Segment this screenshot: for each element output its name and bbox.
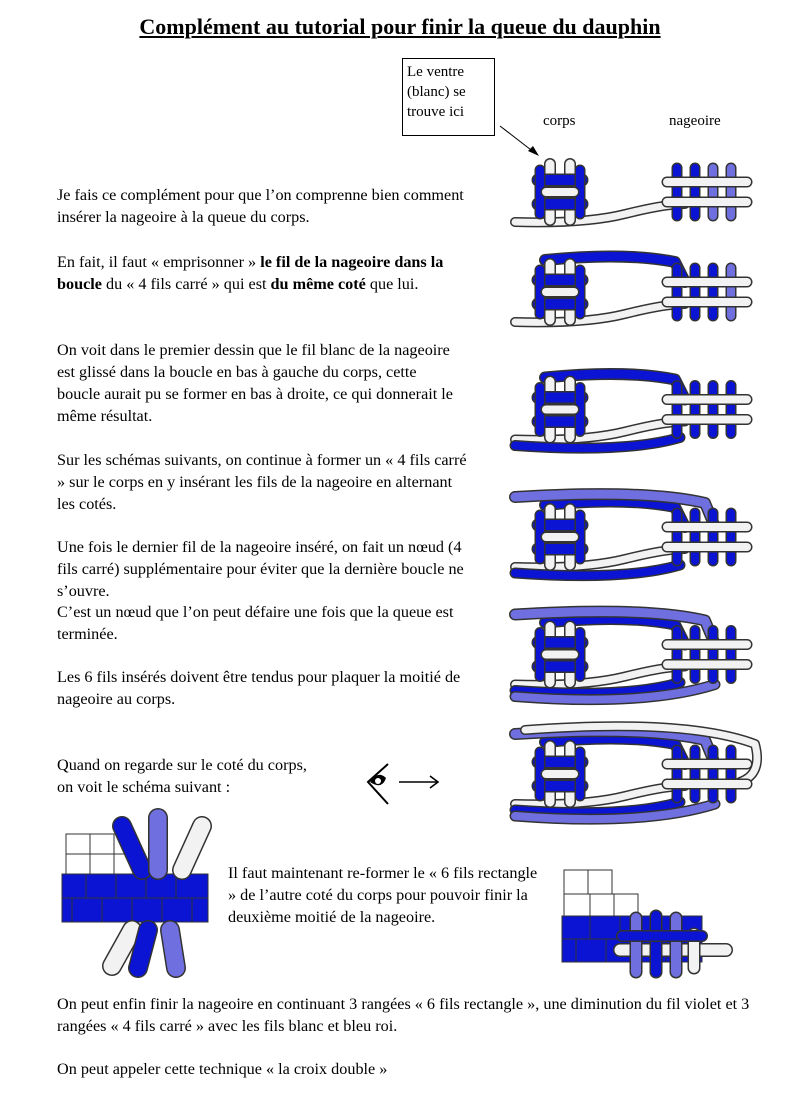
diagram-side-view: [60, 812, 215, 977]
paragraph-fils-tendus: Les 6 fils insérés doivent être tendus pour plaquer la moitié de nageoire au corps.: [57, 668, 461, 708]
label-nageoire: nageoire: [669, 113, 721, 129]
paragraph-dernier-fil: Une fois le dernier fil de la nageoire inséré, on fait un nœud (4 fils carré) supplémentaire pour éviter que la dernière boucle ne s’ouvre.: [57, 538, 464, 600]
diagram-step-4: [505, 480, 775, 590]
text-run: que lui.: [365, 275, 419, 293]
diagram-step-6: [505, 712, 775, 832]
text-run: En fait, il faut « emprisonner »: [57, 253, 261, 271]
paragraph-intro: Je fais ce complément pour que l’on comprenne bien comment insérer la nageoire à la queue du corps.: [57, 186, 464, 226]
paragraph-premier-dessin: On voit dans le premier dessin que le fil blanc de la nageoire est glissé dans la boucle en bas à gauche du corps, cette boucle aurait pu se former en bas à droite, ce qui donnerait le même résultat.: [57, 341, 453, 425]
paragraph-regarde-cote: Quand on regarde sur le coté du corps, on voit le schéma suivant :: [57, 756, 307, 796]
diagram-step-5: [505, 595, 775, 710]
label-corps: corps: [543, 113, 576, 129]
text-run: du « 4 fils carré » qui est: [101, 275, 271, 293]
diagram-step-3: [505, 355, 775, 460]
paragraph-reformer: Il faut maintenant re-former le « 6 fils rectangle » de l’autre coté du corps pour pouvoir finir la deuxième moitié de la nageoire.: [228, 864, 538, 926]
paragraph-finir-nageoire: On peut enfin finir la nageoire en continuant 3 rangées « 6 fils rectangle », une diminution du fil violet et 3 rangées « 4 fils carré » avec les fils blanc et bleu roi.: [57, 995, 750, 1035]
page-title: Complément au tutorial pour finir la queue du dauphin: [139, 14, 661, 39]
text-bold: du même coté: [270, 275, 366, 293]
diagram-reform: [560, 868, 732, 978]
eye-icon: [360, 760, 396, 808]
text-bold: le fil de la nageoire dans la boucle: [57, 253, 444, 293]
diagram-step-1: [505, 140, 775, 240]
paragraph-emprisonner: [57, 251, 487, 295]
arrow-right-icon: [397, 774, 443, 790]
paragraph-noeud: C’est un nœud que l’on peut défaire une fois que la queue est terminée.: [57, 603, 454, 643]
paragraph-schemas-suivants: Sur les schémas suivants, on continue à former un « 4 fils carré » sur le corps en y insérant les fils de la nageoire en alternant les cotés.: [57, 451, 467, 513]
note-box: Le ventre (blanc) se trouve ici: [402, 58, 495, 136]
paragraph-croix-double: On peut appeler cette technique « la croix double »: [57, 1060, 388, 1078]
diagram-step-2: [505, 240, 775, 340]
